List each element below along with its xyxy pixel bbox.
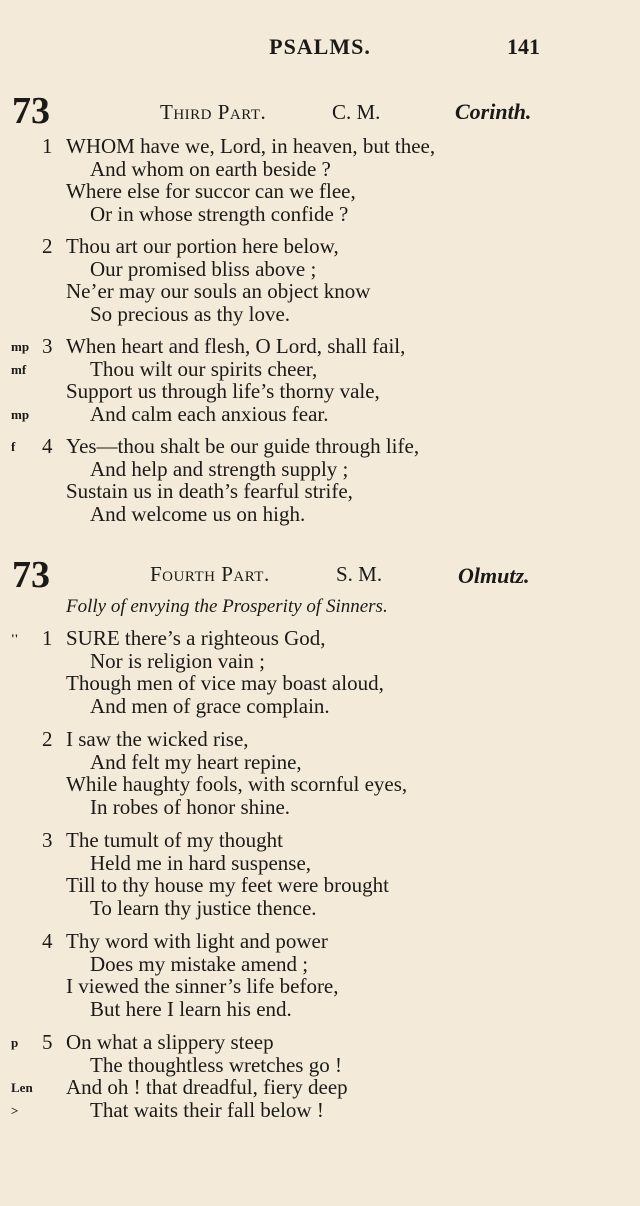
verse-line: And help and strength supply ; (90, 456, 349, 481)
dynamic-marking: Len (11, 1080, 33, 1095)
verse-line: The thoughtless wretches go ! (90, 1052, 342, 1077)
stanza-number: 2 (42, 727, 53, 751)
stanza-number: 3 (42, 828, 53, 852)
meter-label: S. M. (336, 562, 383, 586)
verse-line: That waits their fall below ! (90, 1097, 324, 1122)
verse-line: When heart and flesh, O Lord, shall fail, (66, 334, 406, 358)
verse-line: Yes—thou shalt be our guide through life, (66, 434, 420, 458)
part-label-text: Fourth Part. (150, 562, 270, 586)
stanza-number: 5 (42, 1030, 53, 1054)
verse-line: And felt my heart repine, (90, 749, 302, 774)
running-head (0, 34, 640, 64)
dynamic-marking: mp (11, 406, 30, 422)
verse-line: And men of grace complain. (90, 693, 330, 718)
verse-line: Support us through life’s thorny vale, (66, 379, 380, 403)
hymn-number: 73 (12, 554, 50, 596)
verse-line: Sustain us in death’s fearful strife, (66, 479, 353, 503)
verse-line: Our promised bliss above ; (90, 256, 317, 281)
verse-line: In robes of honor shine. (90, 794, 291, 819)
page-title: PSALMS. (269, 34, 371, 59)
hymn-number: 73 (12, 90, 50, 132)
verse-line: SURE there’s a righteous God, (66, 626, 326, 650)
part-label (160, 100, 266, 125)
tune-name: Olmutz. (458, 563, 530, 588)
verse-line: WHOM have we, Lord, in heaven, but thee, (66, 134, 436, 158)
verse-line: Held me in hard suspense, (90, 850, 312, 875)
verse-line: Does my mistake amend ; (90, 951, 309, 976)
dynamic-marking: mf (11, 361, 27, 377)
verse-line: And welcome us on high. (90, 501, 306, 526)
verse-line: Though men of vice may boast aloud, (66, 671, 384, 695)
page-number: 141 (507, 34, 540, 59)
dynamic-marking: '' (11, 631, 19, 646)
part-label (150, 562, 270, 587)
verse-line: Thou wilt our spirits cheer, (90, 356, 318, 381)
stanza-number: 1 (42, 134, 53, 158)
stanza-number: 4 (42, 434, 53, 458)
stanza-number: 1 (42, 626, 53, 650)
verse-line: And calm each anxious fear. (90, 401, 329, 426)
verse-line: Thou art our portion here below, (66, 234, 339, 258)
verse-line: And whom on earth beside ? (90, 156, 331, 181)
verse-line: And oh ! that dreadful, fiery deep (66, 1075, 348, 1099)
verse-line: But here I learn his end. (90, 996, 292, 1021)
verse-line: Ne’er may our souls an object know (66, 279, 371, 303)
verse-line: To learn thy justice thence. (90, 895, 317, 920)
dynamic-marking: > (11, 1102, 19, 1118)
verse-line: The tumult of my thought (66, 828, 283, 852)
verse-line: Or in whose strength confide ? (90, 201, 349, 226)
dynamic-marking: f (11, 439, 16, 454)
verse-line: Till to thy house my feet were brought (66, 873, 389, 897)
meter-label: C. M. (332, 100, 381, 124)
part-label-text: Third Part. (160, 100, 267, 124)
stanza-number: 4 (42, 929, 53, 953)
dynamic-marking: mp (11, 339, 30, 354)
verse-line: I saw the wicked rise, (66, 727, 249, 751)
hymn-subject: Folly of envying the Prosperity of Sinners. (66, 596, 388, 617)
stanza-number: 3 (42, 334, 53, 358)
verse-line: Thy word with light and power (66, 929, 328, 953)
stanza-number: 2 (42, 234, 53, 258)
verse-line: While haughty fools, with scornful eyes, (66, 772, 408, 796)
verse-line: I viewed the sinner’s life before, (66, 974, 339, 998)
tune-name: Corinth. (455, 99, 532, 124)
dynamic-marking: p (11, 1035, 19, 1050)
verse-line: Nor is religion vain ; (90, 648, 265, 673)
verse-line: So precious as thy love. (90, 301, 291, 326)
verse-line: On what a slippery steep (66, 1030, 274, 1054)
verse-line: Where else for succor can we flee, (66, 179, 356, 203)
